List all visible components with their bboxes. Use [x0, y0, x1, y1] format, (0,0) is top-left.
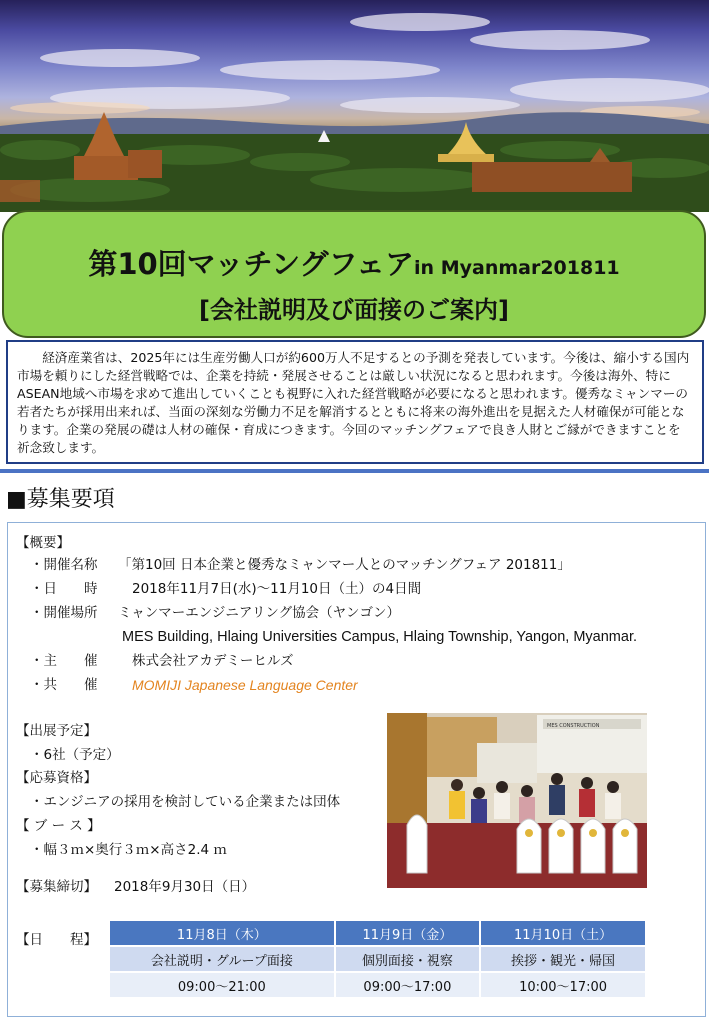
event-title-location: in Myanmar201811 — [414, 257, 620, 279]
event-title-main: 第10回マッチングフェア — [88, 247, 415, 281]
intro-box — [6, 340, 704, 464]
schedule-col-nov10: 11月10日（土） — [481, 921, 645, 945]
exhibitors-value: ・6社（予定） — [30, 747, 120, 763]
overview-cohost-value: MOMIJI Japanese Language Center — [132, 677, 358, 693]
bagan-landscape-illustration — [0, 0, 709, 212]
schedule-header-row — [110, 921, 645, 945]
overview-cohost-label: ・共 催 — [30, 677, 98, 693]
overview-date-label: ・日 時 — [30, 581, 98, 597]
photo-sign-text: MES CONSTRUCTION — [547, 723, 600, 729]
schedule-table — [108, 921, 647, 997]
section-divider — [0, 469, 709, 473]
eligibility-heading: 【応募資格】 — [16, 770, 97, 786]
schedule-time-nov10: 10:00〜17:00 — [481, 971, 645, 997]
schedule-activity-nov8: 会社説明・グループ面接 — [110, 945, 334, 971]
title-banner — [2, 210, 706, 338]
schedule-time-row — [110, 971, 645, 997]
exhibitors-heading: 【出展予定】 — [16, 723, 97, 739]
schedule-time-nov8: 09:00〜21:00 — [110, 971, 334, 997]
overview-venue-address: MES Building, Hlaing Universities Campus, Hlaing Township, Yangon, Myanmar. — [122, 629, 637, 645]
event-title — [4, 242, 704, 283]
schedule-activity-row — [110, 945, 645, 971]
overview-name-value: 「第10回 日本企業と優秀なミャンマー人とのマッチングフェア 201811」 — [118, 557, 571, 573]
deadline-value: 2018年9月30日（日） — [114, 879, 256, 895]
schedule-heading: 【日 程】 — [16, 932, 97, 948]
matching-fair-photo — [387, 713, 647, 888]
hero-photo-bagan — [0, 0, 709, 212]
booth-value: ・幅３ｍ×奥行３ｍ×高さ2.4 ｍ — [30, 842, 227, 858]
schedule-activity-nov10: 挨拶・観光・帰国 — [481, 945, 645, 971]
schedule-col-nov8: 11月8日（木） — [110, 921, 334, 945]
recruitment-heading: ■募集要項 — [6, 487, 115, 512]
overview-venue-label: ・開催場所 — [30, 605, 98, 621]
overview-venue-value: ミャンマーエンジニアリング協会（ヤンゴン） — [118, 605, 400, 621]
intro-text: 経済産業省は、2025年には生産労働人口が約600万人不足するとの予測を発表しています。今後は、縮小する国内市場を頼りにした経営戦略では、企業を持続・発展させることは厳しい状況になると思われます。今後は海外、特にASEAN地域へ市場を求めて進出していくことも視野に入れた経営戦略が必要になると思われます。優秀なミャンマーの若者たちが採用出来れば、当面の深刻な労働力不足を解消するとともに将来の海外進出を見据えた人材確保が可能となります。企業の発展の礎は人材の確保・育成につきます。今回のマッチングフェアで良き人財とご縁ができますことを祈念致します。 — [17, 350, 690, 455]
overview-organizer-label: ・主 催 — [30, 653, 98, 669]
eligibility-value: ・エンジニアの採用を検討している企業または団体 — [30, 794, 341, 810]
schedule-activity-nov9: 個別面接・視察 — [336, 945, 479, 971]
event-subtitle: [会社説明及び面接のご案内] — [199, 296, 509, 324]
deadline-heading: 【募集締切】 — [16, 879, 97, 895]
overview-organizer-value: 株式会社アカデミーヒルズ — [132, 653, 294, 669]
booth-heading: 【 ブ ー ス 】 — [16, 818, 101, 834]
overview-heading: 【概要】 — [16, 535, 70, 551]
schedule-col-nov9: 11月9日（金） — [336, 921, 479, 945]
overview-name-label: ・開催名称 — [30, 557, 98, 573]
schedule-time-nov9: 09:00〜17:00 — [336, 971, 479, 997]
overview-date-value: 2018年11月7日(水)〜11月10日（土）の4日間 — [132, 581, 422, 597]
fair-hall-illustration — [387, 713, 647, 888]
